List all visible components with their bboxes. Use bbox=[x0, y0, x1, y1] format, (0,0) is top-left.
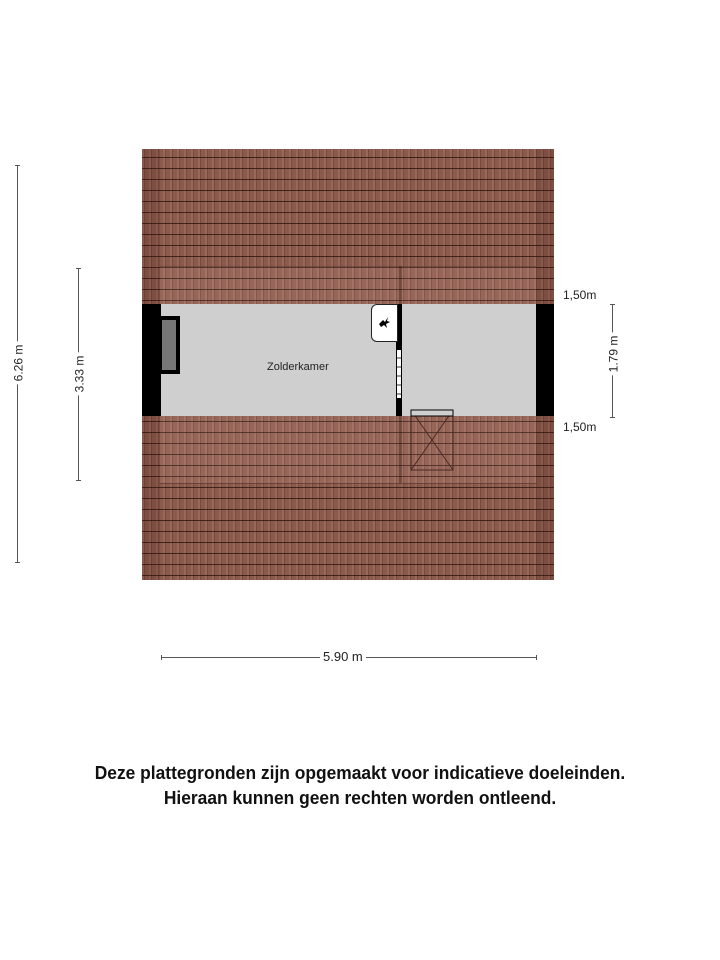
disclaimer-line-2: Hieraan kunnen geen rechten worden ontleend. bbox=[163, 787, 557, 808]
dimension-label-standing-height: 1.79 m bbox=[606, 333, 620, 376]
wall-partition-bottom bbox=[396, 398, 402, 416]
dimension-label-inner-depth: 3.33 m bbox=[72, 353, 86, 396]
skylight-icon bbox=[410, 409, 454, 471]
dimension-label-wrap bbox=[583, 335, 643, 373]
dimension-label-total-depth: 6.26 m bbox=[11, 342, 25, 385]
dimension-tick bbox=[15, 165, 20, 166]
disclaimer bbox=[22, 760, 699, 810]
boiler-icon bbox=[371, 304, 398, 342]
dimension-tick bbox=[15, 562, 20, 563]
chimney-icon bbox=[158, 316, 180, 374]
dimension-tick bbox=[161, 655, 162, 660]
roof-ridge-divider-bottom bbox=[399, 416, 402, 483]
disclaimer-line-1: Deze plattegronden zijn opgemaakt voor indicatieve doeleinden. bbox=[94, 762, 626, 783]
door-opening bbox=[396, 350, 402, 398]
height-label-bottom: 1,50m bbox=[563, 420, 597, 434]
dimension-tick bbox=[610, 417, 615, 418]
dimension-label-wrap bbox=[49, 355, 109, 393]
dimension-tick bbox=[76, 268, 81, 269]
dormer-roof-bottom bbox=[160, 416, 536, 484]
height-label-top: 1,50m bbox=[563, 288, 597, 302]
dimension-tick bbox=[76, 480, 81, 481]
dormer-roof-top bbox=[160, 266, 536, 305]
roof-ridge-divider bbox=[399, 266, 402, 304]
dimension-label-wrap bbox=[0, 344, 48, 382]
dimension-tick bbox=[536, 655, 537, 660]
dimension-label-width: 5.90 m bbox=[320, 649, 366, 664]
wall-right bbox=[536, 304, 554, 416]
dimension-tick bbox=[610, 304, 615, 305]
room-label: Zolderkamer bbox=[267, 361, 329, 373]
room-floor bbox=[160, 304, 536, 416]
